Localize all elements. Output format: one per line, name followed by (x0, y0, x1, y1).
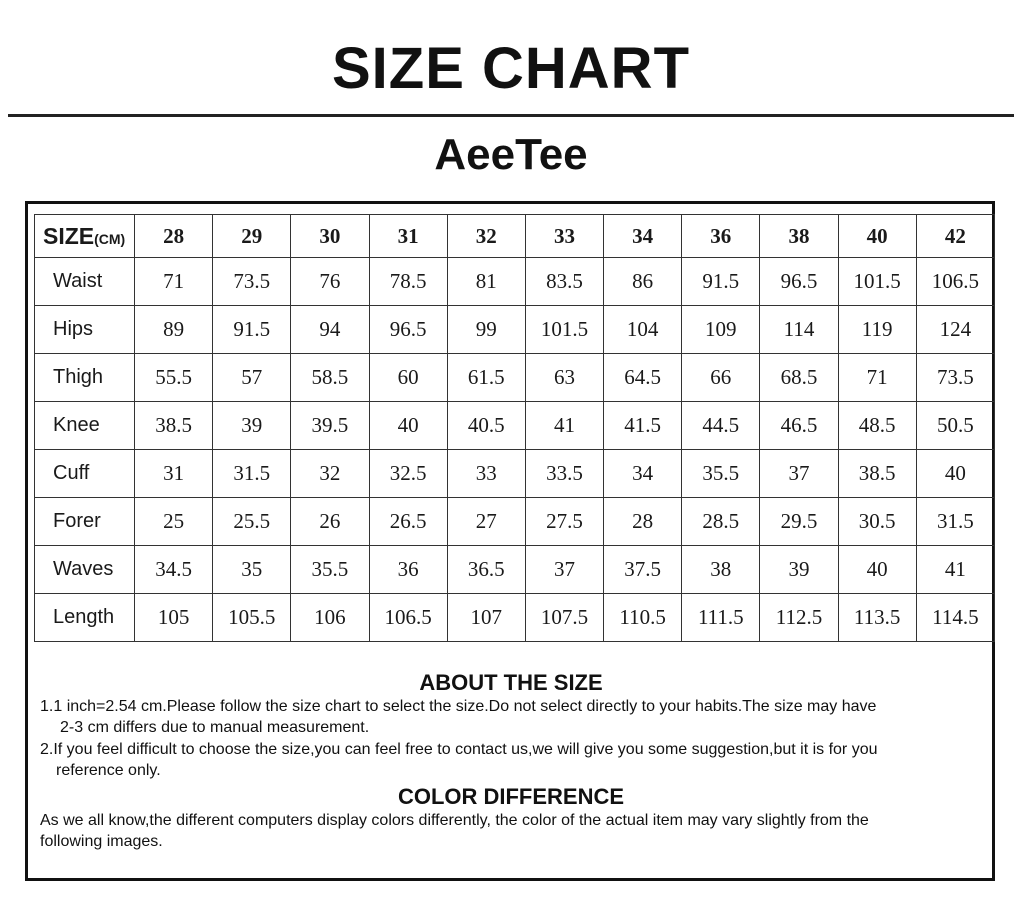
measurement-value: 31.5 (916, 498, 994, 546)
size-column-header: 40 (838, 215, 916, 258)
measurement-value: 73.5 (916, 354, 994, 402)
measurement-value: 71 (135, 258, 213, 306)
size-column-header: 32 (447, 215, 525, 258)
measurement-value: 33.5 (525, 450, 603, 498)
measurement-value: 107.5 (525, 594, 603, 642)
measurement-value: 61.5 (447, 354, 525, 402)
measurement-value: 33 (447, 450, 525, 498)
measurement-value: 41.5 (604, 402, 682, 450)
measurement-label: Forer (35, 498, 135, 546)
measurement-value: 38.5 (135, 402, 213, 450)
size-column-header: 30 (291, 215, 369, 258)
measurement-label: Cuff (35, 450, 135, 498)
about-size-line-1-cont: 2-3 cm differs due to manual measurement. (60, 719, 370, 736)
measurement-value: 48.5 (838, 402, 916, 450)
measurement-value: 66 (682, 354, 760, 402)
brand-name: AeeTee (434, 130, 588, 179)
measurement-value: 34.5 (135, 546, 213, 594)
measurement-value: 26.5 (369, 498, 447, 546)
size-column-header: 31 (369, 215, 447, 258)
measurement-value: 91.5 (682, 258, 760, 306)
measurement-value: 73.5 (213, 258, 291, 306)
measurement-value: 39 (213, 402, 291, 450)
measurement-value: 31 (135, 450, 213, 498)
measurement-value: 105 (135, 594, 213, 642)
measurement-value: 39.5 (291, 402, 369, 450)
measurement-value: 40 (369, 402, 447, 450)
measurement-value: 41 (525, 402, 603, 450)
measurement-value: 99 (447, 306, 525, 354)
measurement-value: 114 (760, 306, 838, 354)
measurement-row-thigh (35, 354, 995, 402)
measurement-value: 109 (682, 306, 760, 354)
size-table (34, 214, 995, 642)
size-column-header: 28 (135, 215, 213, 258)
measurement-value: 76 (291, 258, 369, 306)
measurement-value: 71 (838, 354, 916, 402)
measurement-label: Waves (35, 546, 135, 594)
about-size-line-1: 1.1 inch=2.54 cm.Please follow the size chart to select the size.Do not select directly to your habits.The size may have (40, 698, 877, 715)
measurement-value: 40 (916, 450, 994, 498)
measurement-value: 39 (760, 546, 838, 594)
color-difference-line-1: As we all know,the different computers display colors differently, the color of the actual item may vary slightly from the (40, 812, 869, 829)
measurement-value: 37.5 (604, 546, 682, 594)
measurement-row-waves (35, 546, 995, 594)
measurement-value: 112.5 (760, 594, 838, 642)
measurement-value: 27 (447, 498, 525, 546)
size-header-unit: (CM) (94, 230, 126, 247)
measurement-value: 50.5 (916, 402, 994, 450)
size-column-header: 42 (916, 215, 994, 258)
measurement-label: Waist (35, 258, 135, 306)
measurement-value: 124 (916, 306, 994, 354)
measurement-value: 106 (291, 594, 369, 642)
measurement-value: 91.5 (213, 306, 291, 354)
measurement-row-hips (35, 306, 995, 354)
measurement-value: 86 (604, 258, 682, 306)
measurement-value: 27.5 (525, 498, 603, 546)
measurement-value: 32 (291, 450, 369, 498)
title-divider (8, 114, 1014, 117)
measurement-label: Knee (35, 402, 135, 450)
measurement-row-knee (35, 402, 995, 450)
size-column-header: 36 (682, 215, 760, 258)
measurement-value: 60 (369, 354, 447, 402)
measurement-value: 83.5 (525, 258, 603, 306)
measurement-value: 41 (916, 546, 994, 594)
measurement-value: 37 (525, 546, 603, 594)
measurement-value: 110.5 (604, 594, 682, 642)
size-header-row (35, 215, 995, 258)
measurement-value: 89 (135, 306, 213, 354)
measurement-value: 36 (369, 546, 447, 594)
measurement-value: 36.5 (447, 546, 525, 594)
measurement-value: 40 (838, 546, 916, 594)
measurement-row-length (35, 594, 995, 642)
measurement-value: 106.5 (369, 594, 447, 642)
size-column-header: 33 (525, 215, 603, 258)
size-unit-header (35, 215, 135, 258)
measurement-value: 38 (682, 546, 760, 594)
measurement-label: Length (35, 594, 135, 642)
measurement-value: 96.5 (760, 258, 838, 306)
color-difference-heading: COLOR DIFFERENCE (397, 784, 625, 809)
measurement-value: 105.5 (213, 594, 291, 642)
measurement-value: 113.5 (838, 594, 916, 642)
measurement-value: 114.5 (916, 594, 994, 642)
measurement-value: 35.5 (682, 450, 760, 498)
measurement-value: 78.5 (369, 258, 447, 306)
measurement-value: 94 (291, 306, 369, 354)
measurement-value: 58.5 (291, 354, 369, 402)
measurement-value: 96.5 (369, 306, 447, 354)
measurement-value: 106.5 (916, 258, 994, 306)
about-size-line-2-cont: reference only. (56, 762, 161, 779)
about-size-line-2: 2.If you feel difficult to choose the size,you can feel free to contact us,we will give you some suggestion,but it is for you (40, 741, 878, 758)
measurement-value: 64.5 (604, 354, 682, 402)
measurement-value: 57 (213, 354, 291, 402)
measurement-value: 101.5 (525, 306, 603, 354)
measurement-value: 104 (604, 306, 682, 354)
size-column-header: 34 (604, 215, 682, 258)
measurement-value: 35.5 (291, 546, 369, 594)
measurement-value: 40.5 (447, 402, 525, 450)
page-title: SIZE CHART (332, 36, 690, 101)
measurement-value: 107 (447, 594, 525, 642)
measurement-value: 35 (213, 546, 291, 594)
measurement-value: 28 (604, 498, 682, 546)
measurement-label: Hips (35, 306, 135, 354)
measurement-value: 81 (447, 258, 525, 306)
measurement-row-waist (35, 258, 995, 306)
measurement-value: 31.5 (213, 450, 291, 498)
measurement-value: 119 (838, 306, 916, 354)
measurement-value: 101.5 (838, 258, 916, 306)
size-header-label: SIZE (43, 222, 95, 249)
measurement-row-forer (35, 498, 995, 546)
measurement-value: 44.5 (682, 402, 760, 450)
measurement-value: 25.5 (213, 498, 291, 546)
measurement-value: 111.5 (682, 594, 760, 642)
size-column-header: 29 (213, 215, 291, 258)
measurement-value: 37 (760, 450, 838, 498)
measurement-value: 26 (291, 498, 369, 546)
measurement-value: 28.5 (682, 498, 760, 546)
measurement-value: 30.5 (838, 498, 916, 546)
measurement-value: 25 (135, 498, 213, 546)
measurement-value: 55.5 (135, 354, 213, 402)
measurement-value: 29.5 (760, 498, 838, 546)
measurement-value: 34 (604, 450, 682, 498)
about-size-heading: ABOUT THE SIZE (419, 670, 603, 695)
measurement-value: 32.5 (369, 450, 447, 498)
size-column-header: 38 (760, 215, 838, 258)
measurement-value: 63 (525, 354, 603, 402)
measurement-value: 68.5 (760, 354, 838, 402)
measurement-row-cuff (35, 450, 995, 498)
measurement-value: 38.5 (838, 450, 916, 498)
measurement-value: 46.5 (760, 402, 838, 450)
color-difference-line-2: following images. (40, 833, 163, 850)
measurement-label: Thigh (35, 354, 135, 402)
